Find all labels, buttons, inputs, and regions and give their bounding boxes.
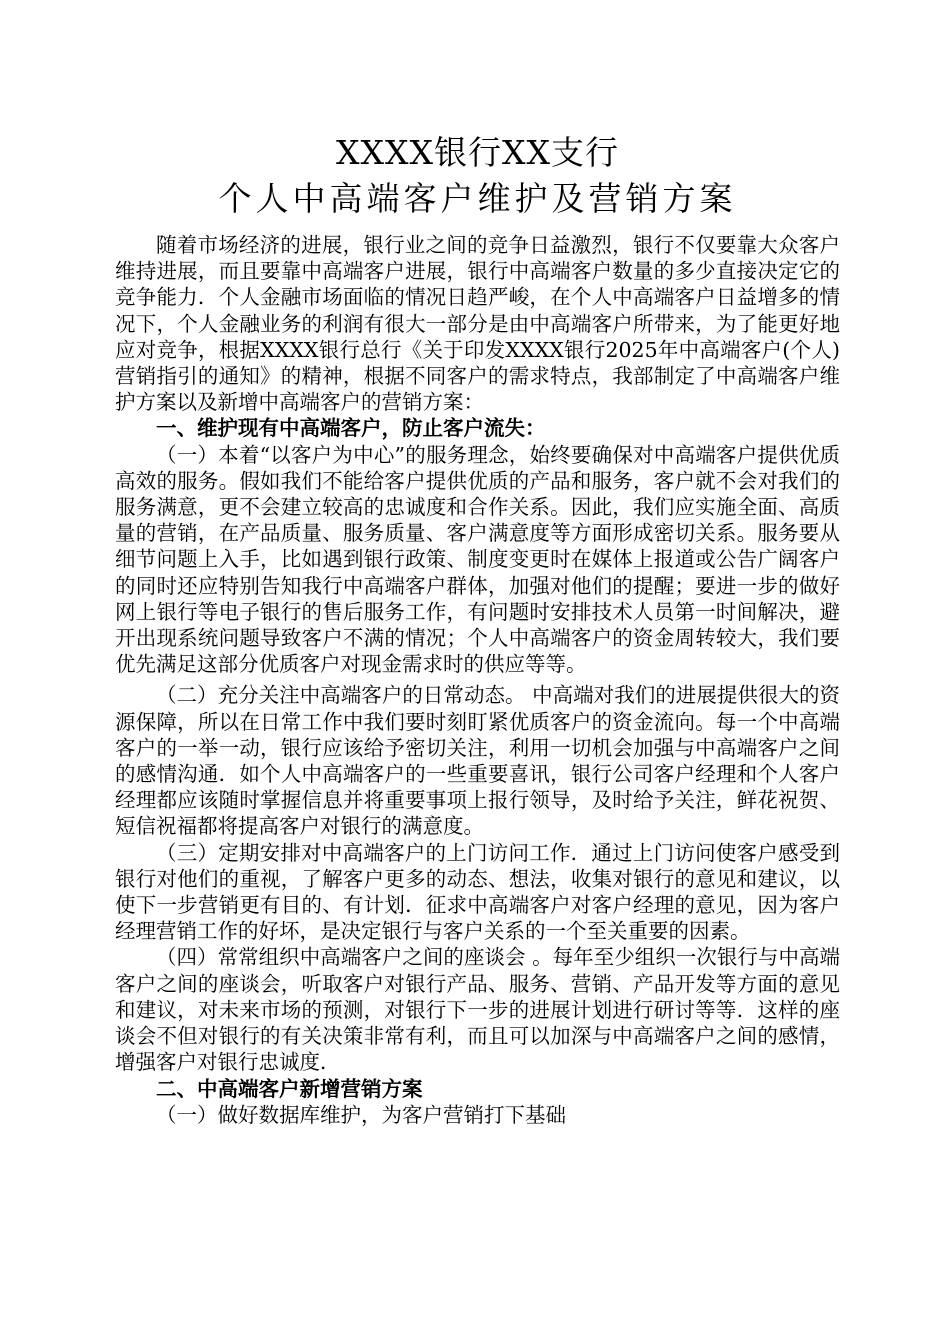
section1-paragraph-1: （一）本着“以客户为中心”的服务理念，始终要确保对中高端客户提供优质高效的服务。假如我们不能给客户提供优质的产品和服务，客户就不会对我们的服务满意，更不会建立较高的忠诚度和合作关系。因此，我们应实施全面、高质量的营销，在产品质量、服务质量、客户满意度等方面形成密切关系。服务要从细节问题上入手，比如遇到银行政策、制度变更时在媒体上报道或公告广阔客户的同时还应特别告知我行中高端客户群体，加强对他们的提醒；要进一步的做好网上银行等电子银行的售后服务工作，有问题时安排技术人员第一时间解决，避开出现系统问题导致客户不满的情况；个人中高端客户的资金周转较大，我们要优先满足这部分优质客户对现金需求时的供应等等。	[115, 442, 840, 677]
intro-paragraph: 随着市场经济的进展，银行业之间的竞争日益激烈，银行不仅要靠大众客户维持进展，而且要靠中高端客户进展，银行中高端客户数量的多少直接决定它的竞争能力．个人金融市场面临的情况日趋严峻，在个人中高端客户日益增多的情况下，个人金融业务的利润有很大一部分是由中高端客户所带来，为了能更好地应对竞争，根据XXXX银行总行《关于印发XXXX银行2025年中高端客户(个人)营销指引的通知》的精神，根据不同客户的需求特点，我部制定了中高端客户维护方案以及新增中高端客户的营销方案：	[115, 233, 840, 415]
document-title-line2: 个人中高端客户维护及营销方案	[218, 179, 737, 218]
document-page	[115, 130, 840, 1128]
section2-heading: 二、中高端客户新增营销方案	[156, 1076, 423, 1101]
section1-paragraph-4: （四）常常组织中高端客户之间的座谈会 。每年至少组织一次银行与中高端客户之间的座谈会，听取客户对银行产品、服务、营销、产品开发等方面的意见和建议，对未来市场的预测，对银行下一步的进展计划进行研讨等等．这样的座谈会不但对银行的有关决策非常有利，而且可以加深与中高端客户之间的感情，增强客户对银行忠诚度．	[115, 945, 840, 1075]
section2-subheading-1: （一）做好数据库维护，为客户营销打下基础	[156, 1102, 566, 1127]
section1-paragraph-2: （二）充分关注中高端客户的日常动态。 中高端对我们的进展提供很大的资源保障，所以在日常工作中我们要时刻盯紧优质客户的资金流向。每一个中高端客户的一举一动，银行应该给予密切关注，利用一切机会加强与中高端客户之间的感情沟通．如个人中高端客户的一些重要喜讯，银行公司客户经理和个人客户经理都应该随时掌握信息并将重要事项上报行领导，及时给予关注，鲜花祝贺、短信祝福都将提高客户对银行的满意度。	[115, 683, 840, 839]
section1-heading: 一、维护现有中高端客户，防止客户流失：	[156, 416, 546, 441]
section1-paragraph-3: （三）定期安排对中高端客户的上门访问工作．通过上门访问使客户感受到银行对他们的重视，了解客户更多的动态、想法，收集对银行的意见和建议，以使下一步营销更有目的、有计划．征求中高端客户对客户经理的意见，因为客户经理营销工作的好坏，是决定银行与客户关系的一个至关重要的因素。	[115, 840, 840, 944]
document-title-line1: XXXX银行XX支行	[336, 133, 619, 172]
